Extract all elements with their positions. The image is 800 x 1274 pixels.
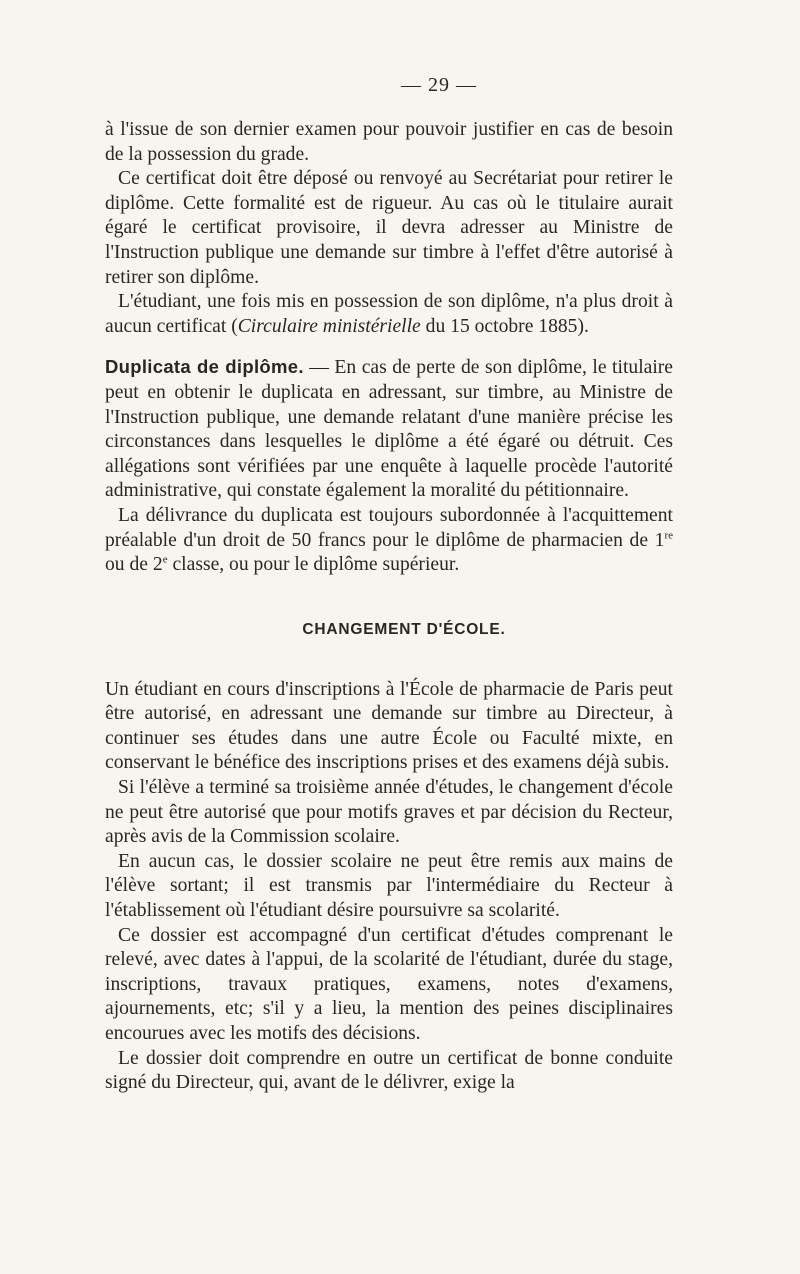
paragraph-bonne-conduite: Le dossier doit comprendre en outre un certificat de bonne conduite signé du Directeur, qui, avant de le délivrer, exige la [105,1047,673,1094]
paragraph-text: du 15 octobre 1885). [420,315,589,337]
paragraph-troisieme-annee: Si l'élève a terminé sa troisième année d'études, le changement d'école ne peut être autorisé que pour motifs graves et par décision du Recteur, après avis de la Commission scolaire. [105,777,673,848]
superscript: e [162,553,168,566]
paragraph-delivrance [105,504,673,578]
paragraph-text: L'étudiant, une fois mis en possession de son diplôme, n'a plus droit à aucun certificat ( [105,291,673,337]
paragraph-duplicata [105,355,673,504]
run-in-heading-duplicata: Duplicata de diplôme. [105,356,304,378]
paragraph-issue-examen: à l'issue de son dernier examen pour pouvoir justifier en cas de besoin de la possession du grade. [105,119,673,165]
page-number: — 29 — [401,74,477,96]
superscript: re [664,528,673,541]
paragraph-certificat-etudes: Ce dossier est accompagné d'un certificat d'études comprenant le relevé, avec dates à l'appui, de la scolarité de l'étudiant, durée du stage, inscriptions, travaux pratiques, examens, notes d'examens, ajournements, etc; s'il y a lieu, la mention des peines disciplinaires encourues avec les motifs des décisions. [105,924,673,1044]
circulaire-reference: Circulaire ministérielle [237,315,421,337]
paragraph-text: ou de 2 [105,554,163,576]
paragraph-dossier-scolaire: En aucun cas, le dossier scolaire ne peut être remis aux mains de l'élève sortant; il est transmis par l'intermédiaire du Recteur à l'établissement où l'étudiant désire poursuivre sa scolarité. [105,850,673,922]
paragraph-etudiant-possession [105,290,673,339]
section-heading-changement-ecole: CHANGEMENT D'ÉCOLE. [302,620,506,638]
paragraph-etudiant-cours: Un étudiant en cours d'inscriptions à l'École de pharmacie de Paris peut être autorisé, en adressant une demande sur timbre au Directeur, à continuer ses études dans une autre École ou Faculté mixte, en conservant le bénéfice des inscriptions prises et des examens déjà subis. [105,678,673,774]
paragraph-certificat-depose: Ce certificat doit être déposé ou renvoyé au Secrétariat pour retirer le diplôme. Cette formalité est de rigueur. Au cas où le titulaire aurait égaré le certificat provisoire, il devra adresser au Ministre de l'Instruction publique une demande sur timbre à l'effet d'être autorisé à retirer son diplôme. [105,168,673,288]
document-page [105,72,673,1096]
paragraph-text: La délivrance du duplicata est toujours subordonnée à l'acquittement préalable d'un droit de 50 francs pour le diplôme de pharmacien de 1 [105,504,673,551]
paragraph-text: classe, ou pour le diplôme supérieur. [167,554,460,576]
paragraph-text: — En cas de perte de son diplôme, le titulaire peut en obtenir le duplicata en adressant, sur timbre, au Ministre de l'Instruction publique, une demande relatant d'une manière précise les circonstances dans lesquelles le diplôme a été égaré ou détruit. Ces allégations sont vérifiées par une enquête à laquelle procède l'autorité administrative, qui constate également la moralité du pétitionnaire. [105,357,673,502]
